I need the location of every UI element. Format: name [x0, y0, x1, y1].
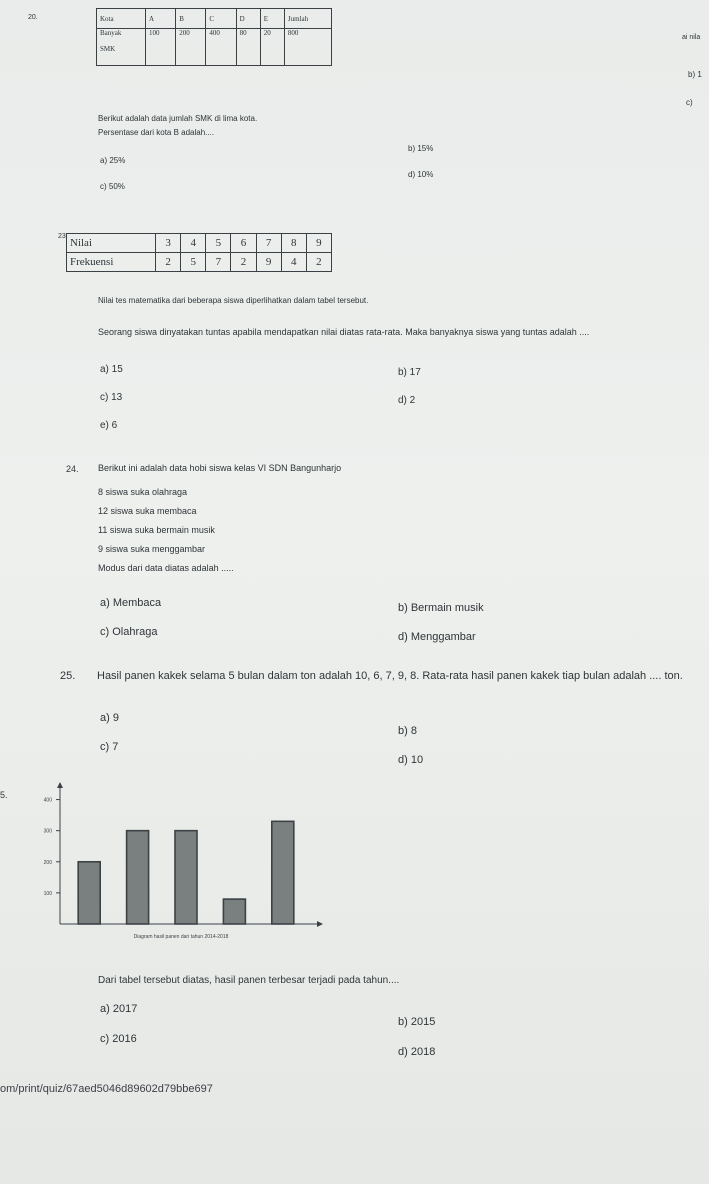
table-cell: 20 [260, 29, 284, 66]
option-c[interactable]: c) 13 [100, 392, 123, 403]
table-cell [97, 29, 146, 66]
side-text: c) [686, 98, 693, 107]
option-b[interactable]: b) 2015 [398, 1016, 436, 1028]
row-sublabel: SMK [100, 45, 116, 53]
option-d[interactable]: d) 10% [408, 170, 434, 179]
question-text: Seorang siswa dinyatakan tuntas apabila mendapatkan nilai diatas rata-rata. Maka banyaknya siswa yang tuntas adalah .... [98, 327, 590, 337]
question-text: Hasil panen kakek selama 5 bulan dalam ton adalah 10, 6, 7, 9, 8. Rata-rata hasil panen kakek tiap bulan adalah .... ton. [97, 670, 683, 682]
smk-table [96, 8, 332, 66]
table-cell: C [206, 9, 236, 29]
option-e[interactable]: e) 6 [100, 420, 118, 431]
option-d[interactable]: d) 10 [398, 754, 424, 766]
table-cell: 80 [236, 29, 260, 66]
option-c[interactable]: c) 7 [100, 741, 119, 753]
bar [78, 862, 100, 924]
option-d[interactable]: d) Menggambar [398, 631, 476, 643]
table-cell: 7 [256, 234, 281, 253]
table-cell: 6 [231, 234, 256, 253]
side-text: ai nila [682, 34, 701, 41]
question-text: Berikut ini adalah data hobi siswa kelas VI SDN Bangunharjo [98, 463, 342, 473]
bar [175, 831, 197, 924]
bar [223, 899, 245, 924]
table-cell: 400 [206, 29, 236, 66]
side-text: b) 1 [688, 70, 702, 79]
data-line: 9 siswa suka menggambar [98, 544, 206, 554]
footer-url[interactable]: om/print/quiz/67aed5046d89602d79bbe697 [0, 1083, 213, 1095]
table-cell: Nilai [67, 234, 156, 253]
table-cell: 8 [281, 234, 306, 253]
table-cell: 100 [146, 29, 176, 66]
table-cell: 5 [206, 234, 231, 253]
data-line: 11 siswa suka bermain musik [98, 525, 215, 535]
y-tick-label: 200 [43, 859, 52, 866]
option-c[interactable]: c) 50% [100, 182, 125, 191]
data-line: 12 siswa suka membaca [98, 506, 197, 516]
option-a[interactable]: a) 2017 [100, 1003, 138, 1015]
y-axis-arrow [57, 782, 63, 788]
question-text: Modus dari data diatas adalah ..... [98, 563, 234, 573]
option-a[interactable]: a) 15 [100, 364, 123, 375]
table-cell: 4 [181, 234, 206, 253]
table-cell: E [260, 9, 284, 29]
option-b[interactable]: b) Bermain musik [398, 602, 484, 614]
table-cell: 800 [284, 29, 331, 66]
table-cell: B [176, 9, 206, 29]
question-text: Berikut adalah data jumlah SMK di lima kota. [98, 114, 258, 123]
option-b[interactable]: b) 17 [398, 367, 421, 378]
option-a[interactable]: a) 25% [100, 156, 126, 165]
x-axis-arrow [317, 921, 323, 927]
y-tick-label: 100 [43, 890, 52, 897]
row-label: Banyak [100, 29, 122, 37]
option-b[interactable]: b) 8 [398, 725, 417, 737]
question-number-23: 23. [58, 233, 68, 240]
question-number-20: 20. [28, 14, 38, 21]
option-d[interactable]: d) 2018 [398, 1046, 436, 1058]
nilai-table [66, 233, 332, 272]
table-cell: 4 [281, 253, 306, 272]
table-cell: A [146, 9, 176, 29]
data-line: 8 siswa suka olahraga [98, 487, 188, 497]
bar-chart-svg [0, 762, 340, 967]
table-cell: 2 [306, 253, 331, 272]
option-d[interactable]: d) 2 [398, 395, 416, 406]
table-cell: 200 [176, 29, 206, 66]
option-a[interactable]: a) Membaca [100, 597, 162, 609]
question-number-26: 5. [0, 790, 8, 800]
question-text: Dari tabel tersebut diatas, hasil panen terbesar terjadi pada tahun.... [98, 975, 400, 986]
question-number-24: 24. [66, 464, 79, 474]
question-text: Nilai tes matematika dari beberapa siswa diperlihatkan dalam tabel tersebut. [98, 296, 369, 305]
table-cell: 9 [306, 234, 331, 253]
table-cell: 9 [256, 253, 281, 272]
option-a[interactable]: a) 9 [100, 712, 119, 724]
y-tick-label: 400 [43, 797, 52, 804]
table-cell: Jumlah [284, 9, 331, 29]
table-cell: 7 [206, 253, 231, 272]
option-c[interactable]: c) 2016 [100, 1033, 137, 1045]
table-cell: 5 [181, 253, 206, 272]
bar [272, 821, 294, 924]
option-b[interactable]: b) 15% [408, 144, 434, 153]
x-axis-label: Diagram hasil panen dari tahun 2014-2018 [133, 934, 229, 940]
bar [127, 831, 149, 924]
question-number-25: 25. [60, 670, 76, 682]
table-cell: 3 [156, 234, 181, 253]
y-tick-label: 300 [43, 828, 52, 835]
table-cell: 2 [231, 253, 256, 272]
option-c[interactable]: c) Olahraga [100, 626, 158, 638]
table-cell: Frekuensi [67, 253, 156, 272]
table-cell: 2 [156, 253, 181, 272]
bar-chart [0, 762, 340, 967]
table-cell: Kota [97, 9, 146, 29]
table-cell: D [236, 9, 260, 29]
question-text: Persentase dari kota B adalah.... [98, 128, 215, 137]
